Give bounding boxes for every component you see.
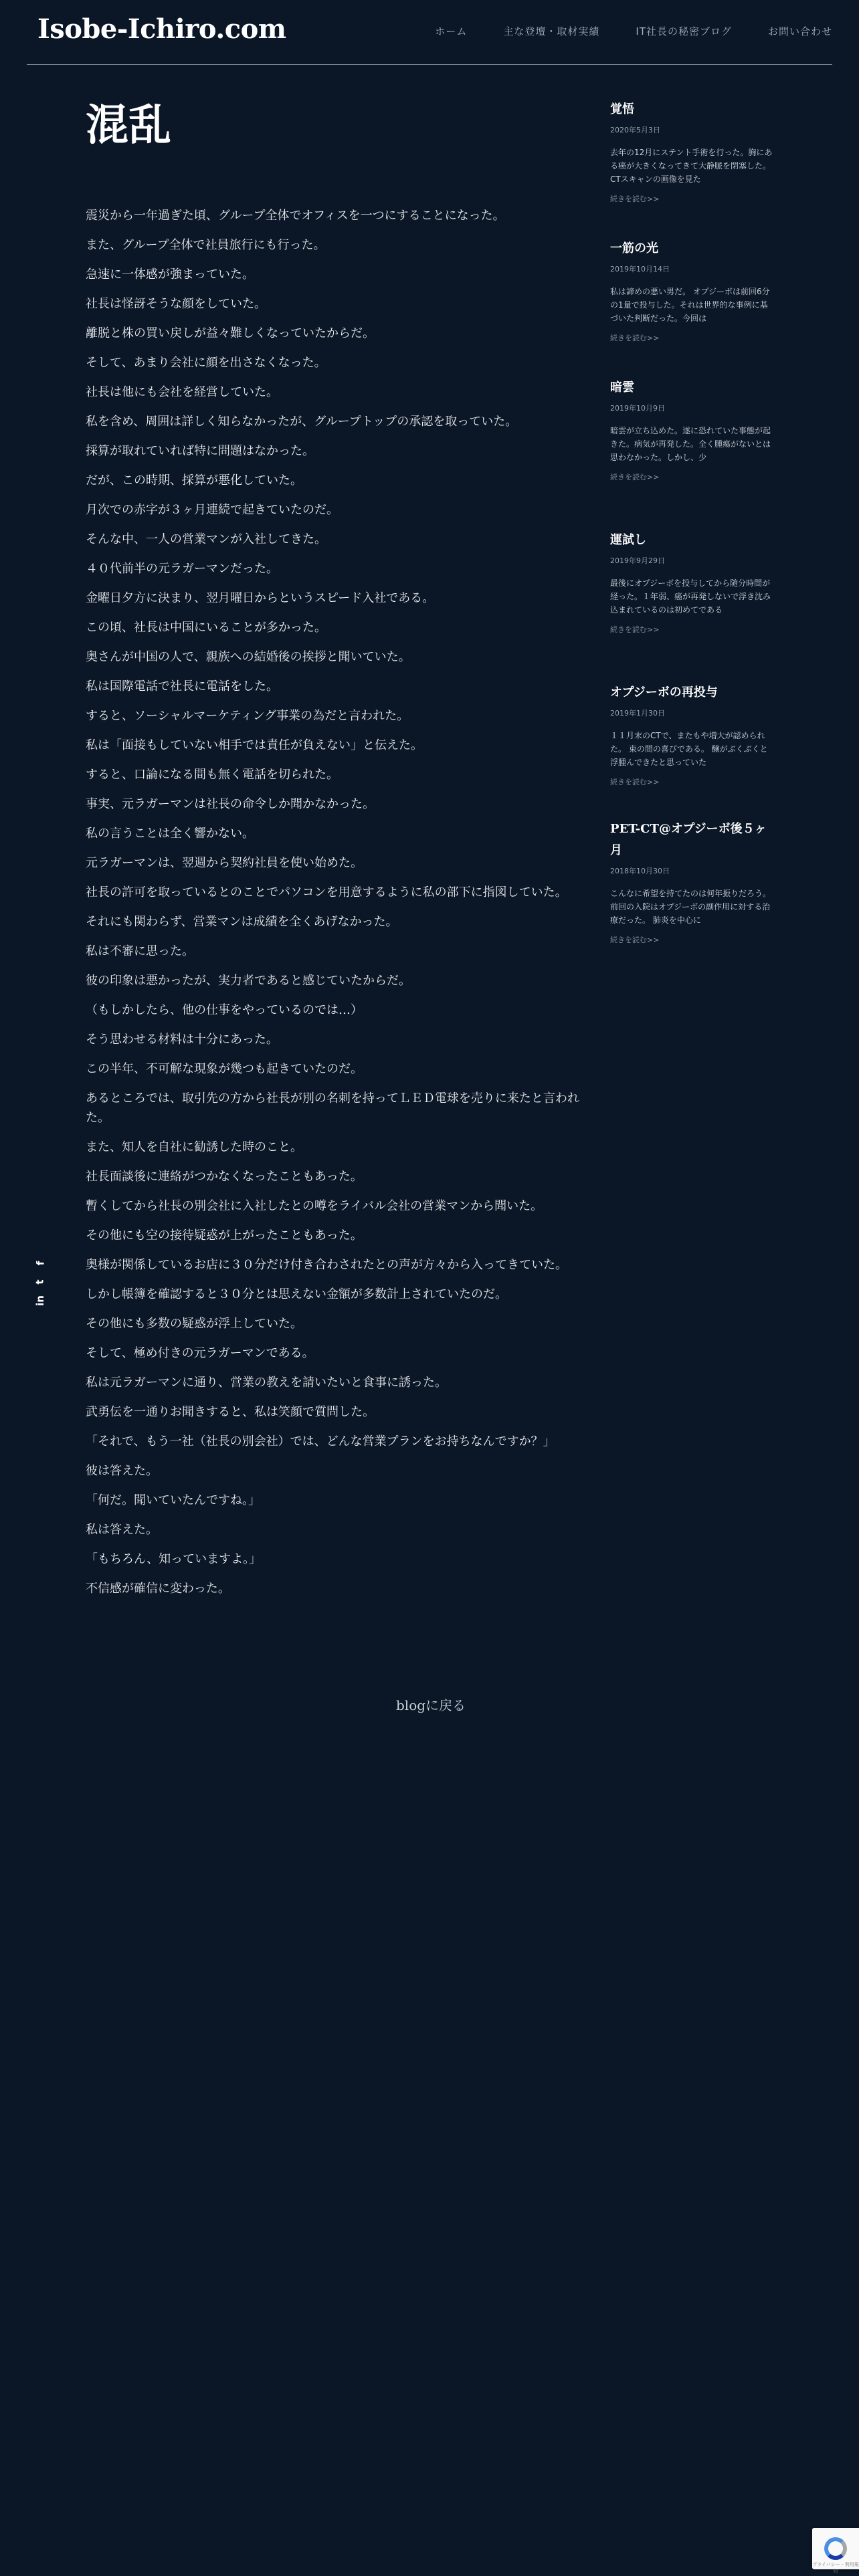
read-more-link[interactable]: 続きを読む>> bbox=[610, 195, 660, 203]
post-paragraph: この半年、不可解な現象が幾つも起きていたのだ。 bbox=[86, 1062, 363, 1076]
facebook-icon[interactable]: f bbox=[34, 1261, 46, 1266]
sidebar-post-date: 2019年1月30日 bbox=[610, 709, 665, 718]
site-header bbox=[27, 0, 832, 65]
post-paragraph: 私は「面接もしていない相手では責任が負えない」と伝えた。 bbox=[86, 738, 423, 752]
read-more-link[interactable]: 続きを読む>> bbox=[610, 778, 660, 786]
post-paragraph: 私は国際電話で社長に電話をした。 bbox=[86, 679, 278, 693]
recaptcha-badge[interactable] bbox=[812, 2528, 859, 2574]
sidebar-post-date: 2018年10月30日 bbox=[610, 867, 670, 875]
nav-achievements[interactable]: 主な登壇・取材実績 bbox=[503, 25, 600, 37]
social-links bbox=[33, 1259, 47, 1305]
post-paragraph: 金曜日夕方に決まり、翌月曜日からというスピード入社である。 bbox=[86, 591, 435, 605]
post-paragraph: この頃、社長は中国にいることが多かった。 bbox=[86, 621, 326, 635]
post-paragraph: 私は不審に思った。 bbox=[86, 944, 194, 958]
sidebar-post bbox=[610, 819, 775, 945]
post-paragraph: あるところでは、取引先の方から社長が別の名刺を持ってＬＥＤ電球を売りに来たと言われた。 bbox=[86, 1091, 579, 1125]
post-paragraph: （もしかしたら、他の仕事をやっているのでは…） bbox=[86, 1003, 363, 1017]
post-paragraph: 「それで、もう一社（社長の別会社）では、どんな営業プランをお持ちなんですか？」 bbox=[86, 1434, 555, 1448]
sidebar-post-title[interactable]: 覚悟 bbox=[610, 102, 634, 116]
sidebar-post-date: 2020年5月3日 bbox=[610, 126, 660, 134]
recaptcha-legal[interactable]: プライバシー - 利用規約 bbox=[812, 2562, 859, 2574]
sidebar-post-title[interactable]: 暗雲 bbox=[610, 381, 634, 395]
read-more-link[interactable]: 続きを読む>> bbox=[610, 334, 660, 342]
sidebar-post-date: 2019年9月29日 bbox=[610, 556, 665, 565]
post-paragraph: そう思わせる材料は十分にあった。 bbox=[86, 1033, 278, 1047]
back-to-blog-link[interactable]: blogに戻る bbox=[396, 1697, 466, 1713]
post-paragraph: すると、口論になる間も無く電話を切られた。 bbox=[86, 768, 339, 782]
post-paragraph: 社長は怪訝そうな顔をしていた。 bbox=[86, 297, 266, 311]
post-paragraph: しかし帳簿を確認すると３０分とは思えない金額が多数計上されていたのだ。 bbox=[86, 1287, 507, 1301]
post-paragraph: その他にも空の接待疑惑が上がったこともあった。 bbox=[86, 1228, 363, 1243]
read-more-link[interactable]: 続きを読む>> bbox=[610, 936, 660, 944]
post-paragraph: そして、極め付きの元ラガーマンである。 bbox=[86, 1346, 314, 1360]
read-more-link[interactable]: 続きを読む>> bbox=[610, 473, 660, 481]
post-paragraph: 社長は他にも会社を経営していた。 bbox=[86, 385, 278, 399]
post-paragraph: 急速に一体感が強まっていた。 bbox=[86, 267, 254, 282]
post-paragraph: 「もちろん、知っていますよ。」 bbox=[86, 1552, 262, 1566]
post-paragraph: 私を含め、周囲は詳しく知らなかったが、グループトップの承認を取っていた。 bbox=[86, 415, 518, 429]
nav-blog[interactable]: IT社長の秘密ブログ bbox=[636, 25, 732, 37]
post-paragraph: 月次での赤字が３ヶ月連続で起きていたのだ。 bbox=[86, 503, 339, 517]
sidebar-post-title[interactable]: 一筋の光 bbox=[610, 241, 658, 255]
post-paragraph: 社長面談後に連絡がつかなくなったこともあった。 bbox=[86, 1170, 363, 1184]
post-paragraph: 私は答えた。 bbox=[86, 1523, 158, 1537]
post-title: 混乱 bbox=[86, 100, 171, 150]
post-paragraph: 彼の印象は悪かったが、実力者であると感じていたからだ。 bbox=[86, 974, 411, 988]
post-paragraph: また、グループ全体で社員旅行にも行った。 bbox=[86, 238, 326, 252]
post-paragraph: 暫くしてから社長の別会社に入社したとの噂をライバル会社の営業マンから聞いた。 bbox=[86, 1199, 543, 1213]
sidebar-post-title[interactable]: 運試し bbox=[610, 533, 646, 547]
post-paragraph: だが、この時期、採算が悪化していた。 bbox=[86, 473, 302, 488]
sidebar-post-excerpt: 去年の12月にステント手術を行った。胸にある癌が大きくなってきて大静脈を閉塞した。CTスキャンの画像を見た bbox=[610, 148, 773, 184]
post-paragraph: 奥様が関係しているお店に３０分だけ付き合わされたとの声が方々から入ってきていた。 bbox=[86, 1258, 567, 1272]
post-body bbox=[86, 206, 594, 1598]
post-paragraph: 奥さんが中国の人で、親族への結婚後の挨拶と聞いていた。 bbox=[86, 650, 411, 664]
sidebar-post bbox=[610, 530, 775, 635]
site-title[interactable]: Isobe-Ichiro.com bbox=[37, 13, 286, 45]
sidebar-post-excerpt: １１月末のCTで、またもや増大が認められた。 束の間の喜びである。 醸がぶくぶくと浮腫んできたと思っていた bbox=[610, 731, 768, 767]
post-paragraph: 離脱と株の買い戻しが益々難しくなっていたからだ。 bbox=[86, 326, 375, 340]
sidebar-post bbox=[610, 682, 775, 787]
post-paragraph: 「何だ。聞いていたんですね。」 bbox=[86, 1493, 260, 1507]
post-paragraph: すると、ソーシャルマーケティング事業の為だと言われた。 bbox=[86, 709, 409, 723]
post-paragraph: 元ラガーマンは、翌週から契約社員を使い始めた。 bbox=[86, 856, 363, 870]
sidebar-post-excerpt: 私は諦めの悪い男だ。 オプジーボは前回6分の1量で投与した。それは世界的な事例に基づいた判断だった。今回は bbox=[610, 287, 770, 323]
read-more-link[interactable]: 続きを読む>> bbox=[610, 625, 660, 634]
post-paragraph: そんな中、一人の営業マンが入社してきた。 bbox=[86, 532, 326, 546]
sidebar-post-title[interactable]: オプジーボの再投与 bbox=[610, 685, 718, 700]
post-paragraph: それにも関わらず、営業マンは成績を全くあげなかった。 bbox=[86, 915, 398, 929]
sidebar-post-date: 2019年10月9日 bbox=[610, 404, 665, 413]
post-paragraph: 社長の許可を取っているとのことでパソコンを用意するように私の部下に指図していた。 bbox=[86, 885, 567, 899]
post-paragraph: また、知人を自社に勧誘した時のこと。 bbox=[86, 1140, 302, 1154]
post-paragraph: 採算が取れていれば特に問題はなかった。 bbox=[86, 444, 314, 458]
post-paragraph: 武勇伝を一通りお聞きすると、私は笑顔で質問した。 bbox=[86, 1405, 375, 1419]
post-content bbox=[86, 99, 594, 1608]
post-paragraph: 彼は答えた。 bbox=[86, 1464, 158, 1478]
sidebar-post-excerpt: 暗雲が立ち込めた。遂に恐れていた事態が起きた。病気が再発した。全く腫瘍がないとは思わなかった。しかし、少 bbox=[610, 426, 771, 462]
main-nav bbox=[399, 24, 832, 38]
sidebar-post bbox=[610, 377, 775, 482]
post-paragraph: その他にも多数の疑惑が浮上していた。 bbox=[86, 1317, 302, 1331]
post-paragraph: 不信感が確信に変わった。 bbox=[86, 1582, 230, 1596]
recaptcha-icon bbox=[824, 2537, 847, 2560]
nav-contact[interactable]: お問い合わせ bbox=[767, 25, 832, 37]
post-paragraph: ４０代前半の元ラガーマンだった。 bbox=[86, 562, 278, 576]
linkedin-icon[interactable]: in bbox=[33, 1295, 46, 1306]
post-paragraph: 私の言うことは全く響かない。 bbox=[86, 827, 254, 841]
twitter-icon[interactable]: t bbox=[33, 1279, 46, 1285]
sidebar-post-excerpt: 最後にオプジーボを投与してから随分時間が経った。１年弱、癌が再発しないで浮き沈み込まれているのは初めてである bbox=[610, 578, 771, 615]
sidebar-post-date: 2019年10月14日 bbox=[610, 265, 670, 274]
post-paragraph: 事実、元ラガーマンは社長の命令しか聞かなかった。 bbox=[86, 797, 375, 811]
sidebar-post-title[interactable]: PET-CT@オプジーボ後５ヶ月 bbox=[610, 822, 767, 857]
sidebar-post-excerpt: こんなに希望を持てたのは何年振りだろう。 前回の入院はオプジーボの副作用に対する治療だった。 肺炎を中心に bbox=[610, 889, 771, 925]
post-paragraph: そして、あまり会社に顔を出さなくなった。 bbox=[86, 356, 326, 370]
post-paragraph: 震災から一年過ぎた頃、グループ全体でオフィスを一つにすることになった。 bbox=[86, 209, 505, 223]
nav-home[interactable]: ホーム bbox=[435, 25, 468, 37]
post-paragraph: 私は元ラガーマンに通り、営業の教えを請いたいと食事に誘った。 bbox=[86, 1376, 447, 1390]
sidebar-post bbox=[610, 238, 775, 343]
sidebar-post bbox=[610, 99, 775, 204]
